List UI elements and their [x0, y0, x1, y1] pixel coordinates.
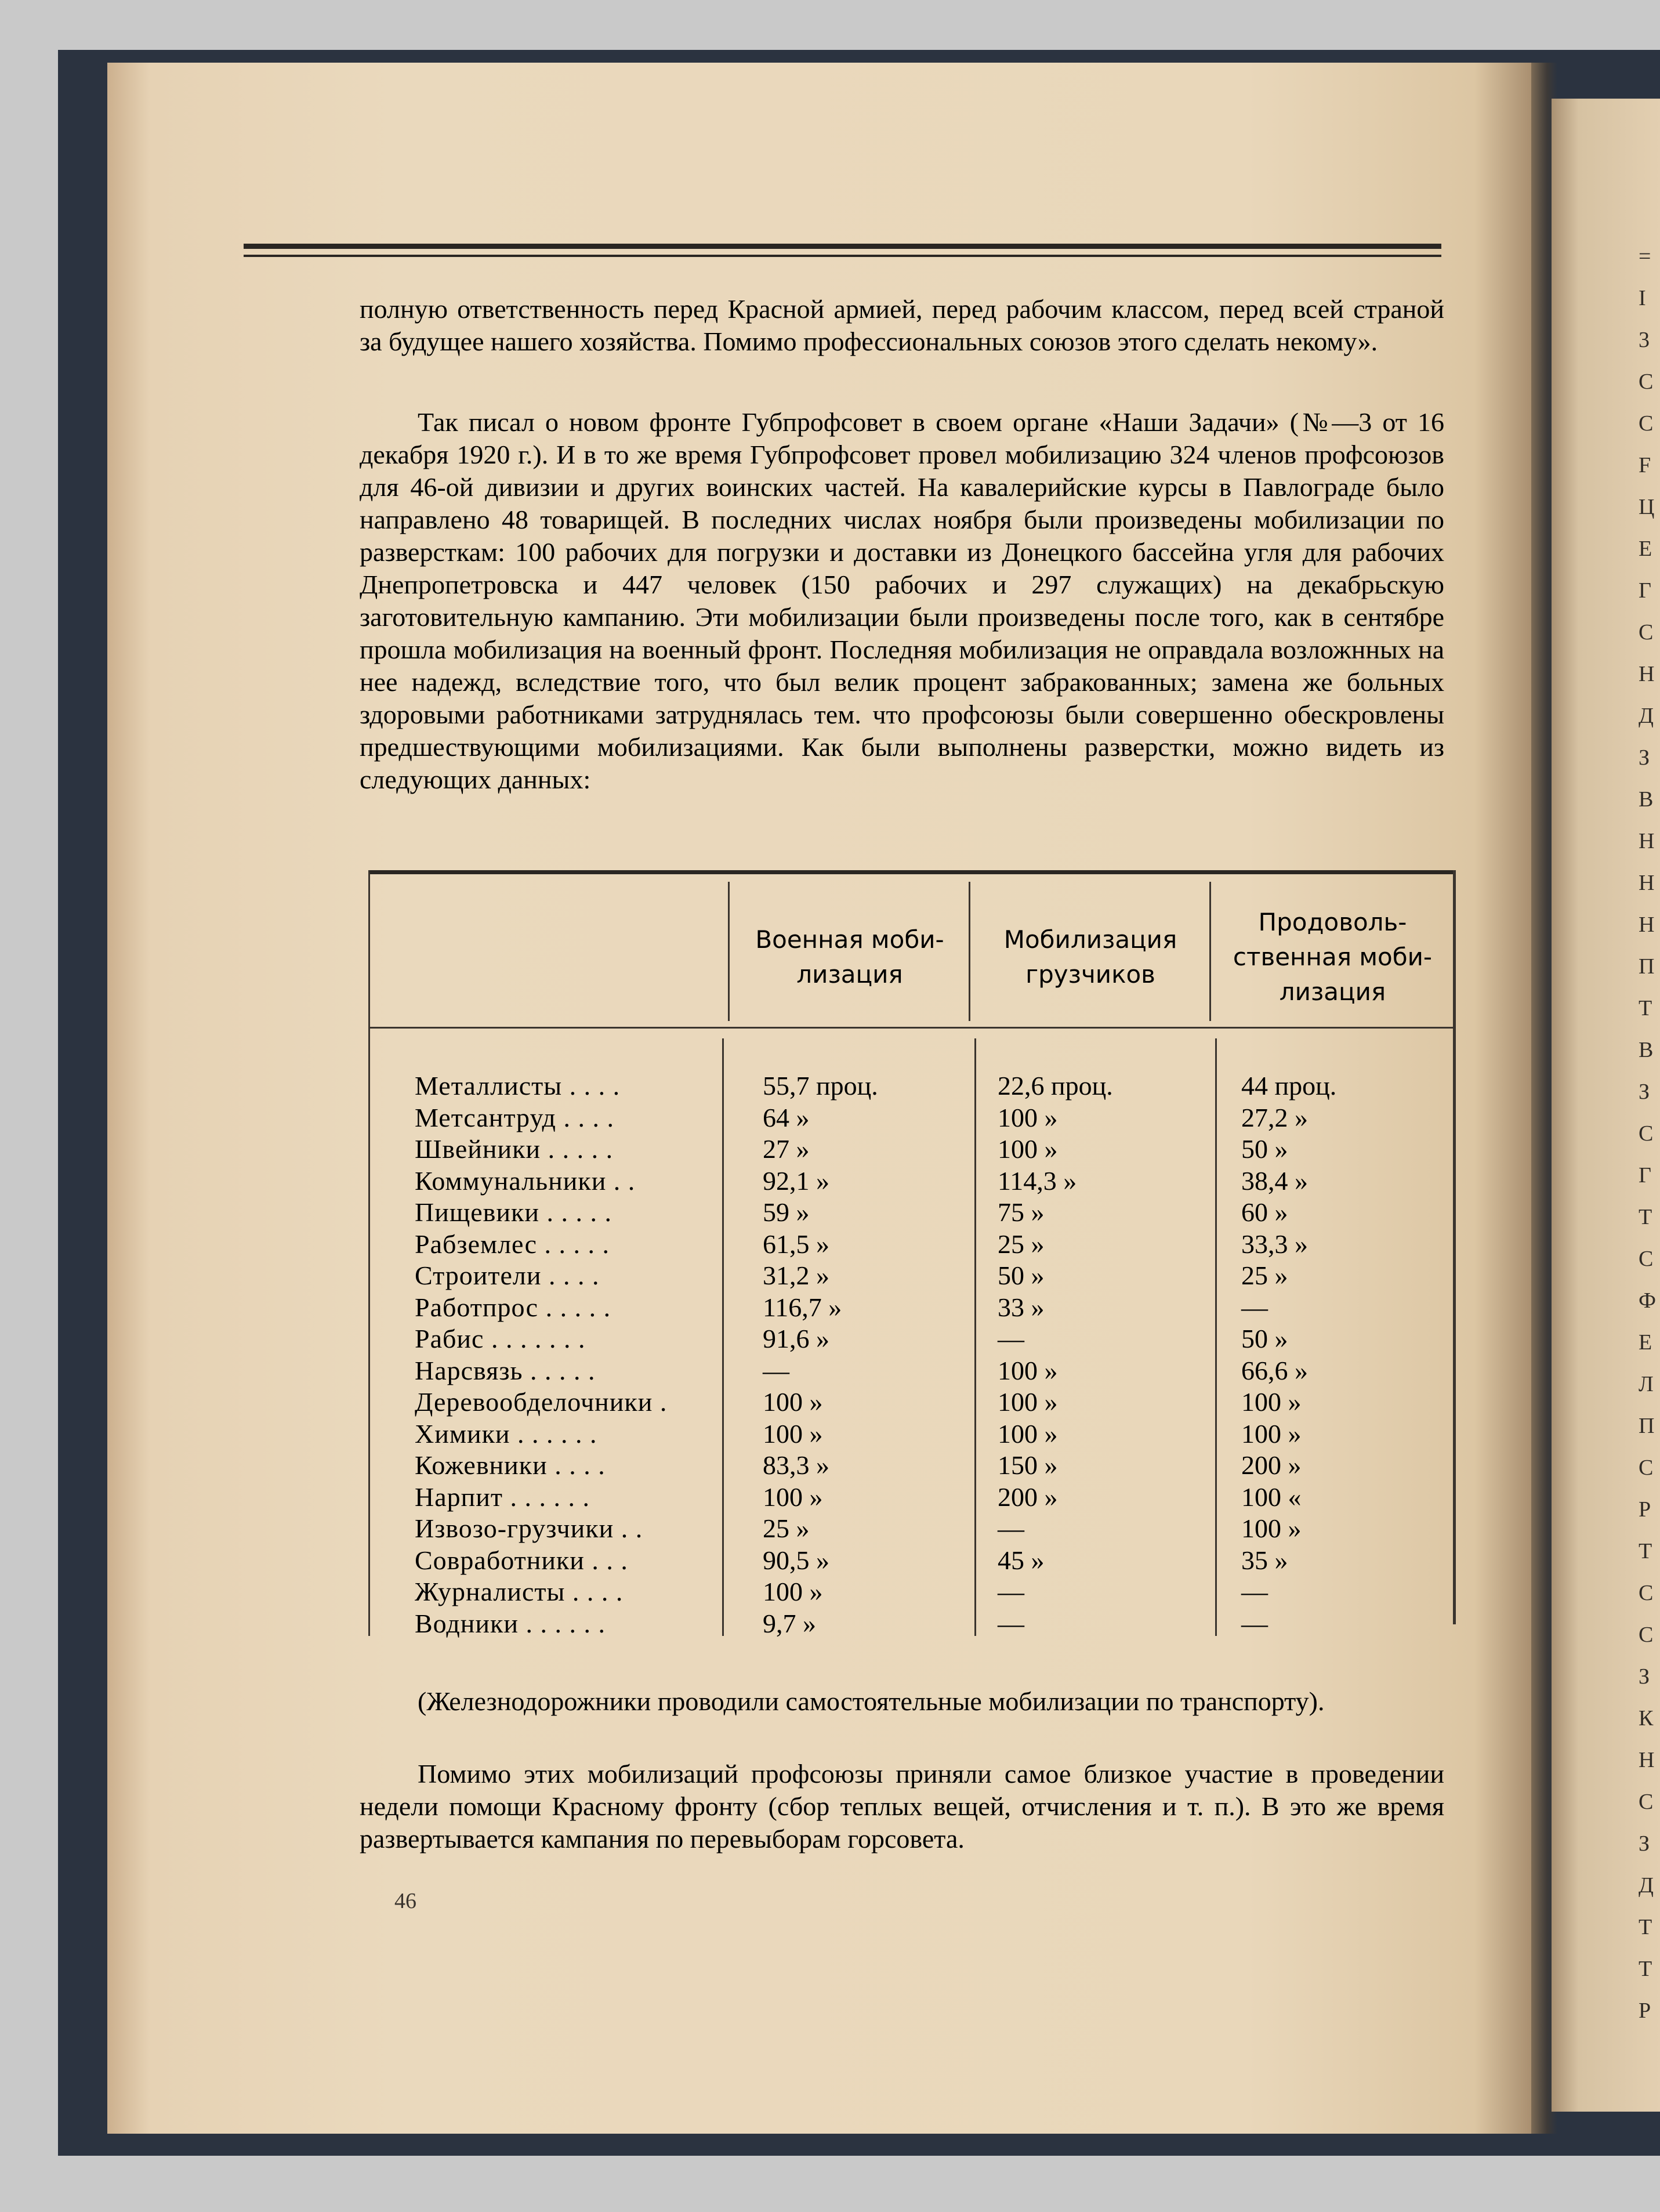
cell-loaders: —	[998, 1514, 1024, 1543]
cell-military: 116,7 »	[763, 1292, 842, 1322]
cell-food: 100 «	[1241, 1482, 1302, 1512]
facing-page-letter: I	[1639, 286, 1646, 310]
cell-military: 100 »	[763, 1577, 823, 1606]
row-label: Совработники . . .	[415, 1545, 628, 1575]
table-body	[368, 1070, 1456, 1639]
facing-page-letter: З	[1639, 1080, 1650, 1104]
facing-page-letter: В	[1639, 1038, 1654, 1062]
page-number: 46	[394, 1889, 416, 1913]
facing-page-letter: Н	[1639, 829, 1655, 853]
table-column-divider	[969, 882, 970, 1021]
cell-food: 200 »	[1241, 1450, 1302, 1480]
cell-loaders: 33 »	[998, 1292, 1045, 1322]
facing-page-letter: З	[1639, 745, 1650, 770]
table-row	[368, 1545, 1456, 1577]
cell-loaders: 200 »	[998, 1482, 1058, 1512]
cell-military: 27 »	[763, 1134, 810, 1164]
table-header-rule	[368, 1027, 1453, 1029]
facing-page-edge	[1552, 99, 1660, 2112]
mobilization-table	[368, 870, 1456, 1636]
table-row	[368, 1576, 1456, 1608]
cell-food: 35 »	[1241, 1545, 1288, 1575]
table-row	[368, 1260, 1456, 1292]
cell-food: 50 »	[1241, 1324, 1288, 1353]
table-row	[368, 1165, 1456, 1197]
table-top-rule	[368, 870, 1456, 874]
footnote-paragraph: (Железнодорожники проводили самостоятельные мобилизации по транспорту).	[418, 1686, 1325, 1716]
row-label: Кожевники . . . .	[415, 1450, 606, 1480]
cell-food: 38,4 »	[1241, 1165, 1308, 1196]
facing-page-letter: Е	[1639, 1330, 1652, 1355]
facing-page-letter: Г	[1639, 578, 1651, 603]
facing-page-letter: C	[1639, 620, 1654, 645]
header-double-rule	[244, 244, 1441, 257]
row-label: Коммунальники . .	[415, 1165, 636, 1196]
cell-food: 27,2 »	[1241, 1102, 1308, 1132]
table-row	[368, 1229, 1456, 1261]
cell-military: 90,5 »	[763, 1545, 829, 1575]
facing-page-letter: С	[1639, 1121, 1654, 1146]
facing-page-letter: Н	[1639, 662, 1655, 686]
table-row	[368, 1482, 1456, 1514]
cell-military: 100 »	[763, 1482, 823, 1512]
cell-loaders: —	[998, 1608, 1024, 1638]
cell-food: 100 »	[1241, 1418, 1302, 1449]
facing-page-letter: Т	[1639, 1205, 1652, 1229]
facing-page-letter: П	[1639, 954, 1655, 979]
cell-military: —	[763, 1355, 789, 1385]
row-label: Нарсвязь . . . . .	[415, 1355, 596, 1385]
column-header-food: Продоволь- ственная моби- лизация	[1233, 908, 1433, 1006]
facing-page-letter: З	[1639, 1664, 1650, 1689]
cell-food: 100 »	[1241, 1387, 1302, 1417]
cell-food: —	[1241, 1577, 1268, 1606]
cell-loaders: 25 »	[998, 1229, 1045, 1259]
cell-loaders: 22,6 проц.	[998, 1071, 1113, 1100]
facing-page-letter: Д	[1639, 1873, 1654, 1898]
facing-page-letter: Г	[1639, 1163, 1651, 1188]
cell-food: 25 »	[1241, 1261, 1288, 1290]
row-label: Метсантруд . . . .	[415, 1102, 614, 1132]
row-label: Журналисты . . . .	[415, 1577, 624, 1606]
row-label: Строители . . . .	[415, 1261, 600, 1290]
row-label: Работпрос . . . . .	[415, 1292, 611, 1322]
facing-page-letter: Т	[1639, 1957, 1652, 1981]
cell-military: 61,5 »	[763, 1229, 829, 1259]
cell-loaders: 100 »	[998, 1418, 1058, 1449]
cell-loaders: 150 »	[998, 1450, 1058, 1480]
table-column-divider	[728, 882, 730, 1021]
row-label: Металлисты . . . .	[415, 1071, 621, 1100]
cell-food: 60 »	[1241, 1197, 1288, 1227]
row-label: Деревообделочники .	[415, 1387, 668, 1417]
cell-food: 66,6 »	[1241, 1355, 1308, 1385]
table-row	[368, 1418, 1456, 1450]
facing-page-letter: E	[1639, 537, 1652, 561]
cell-food: 33,3 »	[1241, 1229, 1308, 1259]
cell-military: 100 »	[763, 1418, 823, 1449]
facing-page-letter: Ф	[1639, 1288, 1657, 1313]
table-row	[368, 1197, 1456, 1229]
facing-page-letter: C	[1639, 370, 1654, 394]
facing-page-letter: С	[1639, 1456, 1654, 1480]
facing-page-letter: Н	[1639, 1748, 1655, 1772]
cell-military: 25 »	[763, 1514, 810, 1543]
column-header-military: Военная моби- лизация	[755, 925, 944, 989]
row-label: Водники . . . . . .	[415, 1608, 606, 1638]
table-row	[368, 1323, 1456, 1355]
cell-military: 100 »	[763, 1387, 823, 1417]
facing-page-letter: Н	[1639, 913, 1655, 937]
column-header-loaders: Мобилизация грузчиков	[1003, 925, 1177, 989]
cell-military: 31,2 »	[763, 1261, 829, 1290]
cell-loaders: 114,3 »	[998, 1165, 1077, 1196]
facing-page-letter: Т	[1639, 1539, 1652, 1563]
row-label: Рабземлес . . . . .	[415, 1229, 610, 1259]
facing-page-letter: Р	[1639, 1497, 1651, 1522]
cell-military: 92,1 »	[763, 1165, 829, 1196]
cell-loaders: 100 »	[998, 1102, 1058, 1132]
facing-page-letter: К	[1639, 1706, 1654, 1730]
table-row	[368, 1608, 1456, 1640]
cell-loaders: 100 »	[998, 1387, 1058, 1417]
facing-page-letter: Л	[1639, 1372, 1654, 1396]
cell-food: 100 »	[1241, 1514, 1302, 1543]
row-label: Пищевики . . . . .	[415, 1197, 612, 1227]
row-label: Швейники . . . . .	[415, 1134, 614, 1164]
table-column-divider	[1209, 882, 1211, 1021]
cell-military: 59 »	[763, 1197, 810, 1227]
facing-page-letter: F	[1639, 453, 1651, 477]
cell-loaders: 45 »	[998, 1545, 1045, 1575]
table-row	[368, 1513, 1456, 1545]
facing-page-letter: В	[1639, 787, 1654, 812]
row-label: Рабис . . . . . . .	[415, 1324, 586, 1353]
facing-page-letter: П	[1639, 1414, 1655, 1438]
table-row	[368, 1102, 1456, 1134]
cell-food: —	[1241, 1292, 1268, 1322]
cell-military: 83,3 »	[763, 1450, 829, 1480]
cell-loaders: —	[998, 1324, 1024, 1353]
table-row	[368, 1355, 1456, 1387]
facing-page-letter: Т	[1639, 996, 1652, 1020]
cell-loaders: —	[998, 1577, 1024, 1606]
facing-page-letter: З	[1639, 1831, 1650, 1856]
facing-page-letter: С	[1639, 1790, 1654, 1814]
facing-page-letter: 3	[1639, 328, 1650, 352]
facing-page-letter: Т	[1639, 1915, 1652, 1939]
table-row	[368, 1070, 1456, 1102]
cell-loaders: 50 »	[998, 1261, 1045, 1290]
cell-food: —	[1241, 1608, 1268, 1638]
paragraph-continuation: полную ответственность перед Красной армией, перед рабочим классом, перед всей страной за будущее нашего хозяйства. Помимо профессиональных союзов этого сделать некому».	[360, 294, 1444, 356]
cell-food: 50 »	[1241, 1134, 1288, 1164]
row-label: Извозо-грузчики . .	[415, 1514, 643, 1543]
paragraph-main: Так писал о новом фронте Губпрофсовет в своем органе «Наши Задачи» (№—3 от 16 декабря 1920 г.). И в то же время Губпрофсовет провел мобилизацию 324 членов профсоюзов для 46-ой дивизии и других воинских частей. На кавалерийские курсы в Павлограде было направлено 48 товарищей. В последних числах ноября были произведены мобилизации по разверсткам: 100 рабочих для погрузки и доставки из Донецкого бассейна угля для рабочих Днепропетровска и 447 человек (150 рабочих и 297 служащих) на декабрьскую заготовительную кампанию. Эти мобилизации были произведены после того, как в сентябре прошла мобилизация на военный фронт. Последняя мобилизация не оправдала возложнных на нее надежд, вследствие того, что был велик процент забракованных; замена же больных здоровыми работниками затруднялась тем. что профсоюзы были совершенно обескровлены предшествующими мобилизациями. Как были выполнены разверстки, можно видеть из следующих данных:	[360, 407, 1444, 794]
facing-page-letter: С	[1639, 1581, 1654, 1605]
cell-military: 64 »	[763, 1102, 810, 1132]
table-row	[368, 1292, 1456, 1324]
cell-food: 44 проц.	[1241, 1071, 1337, 1100]
cell-military: 91,6 »	[763, 1324, 829, 1353]
facing-page-letter: C	[1639, 411, 1654, 436]
facing-page-letter: Д	[1639, 704, 1654, 728]
facing-page-letter: С	[1639, 1247, 1654, 1271]
row-label: Химики . . . . . .	[415, 1418, 597, 1449]
cell-military: 9,7 »	[763, 1608, 816, 1638]
table-row	[368, 1450, 1456, 1482]
cell-loaders: 75 »	[998, 1197, 1045, 1227]
facing-page-letter: С	[1639, 1623, 1654, 1647]
facing-page-letter: Н	[1639, 871, 1655, 895]
facing-page-letter: Р	[1639, 1999, 1651, 2023]
cell-loaders: 100 »	[998, 1355, 1058, 1385]
cell-loaders: 100 »	[998, 1134, 1058, 1164]
facing-page-letter: Ц	[1639, 495, 1655, 519]
table-row	[368, 1134, 1456, 1165]
row-label: Нарпит . . . . . .	[415, 1482, 590, 1512]
table-row	[368, 1386, 1456, 1418]
facing-page-letter: =	[1639, 244, 1651, 269]
paragraph-final: Помимо этих мобилизаций профсоюзы приняли самое близкое участие в проведении недели помощи Красному фронту (сбор теплых вещей, отчисления и т. п.). В это же время развертывается кампания по перевыборам горсовета.	[360, 1759, 1444, 1853]
cell-military: 55,7 проц.	[763, 1071, 878, 1100]
